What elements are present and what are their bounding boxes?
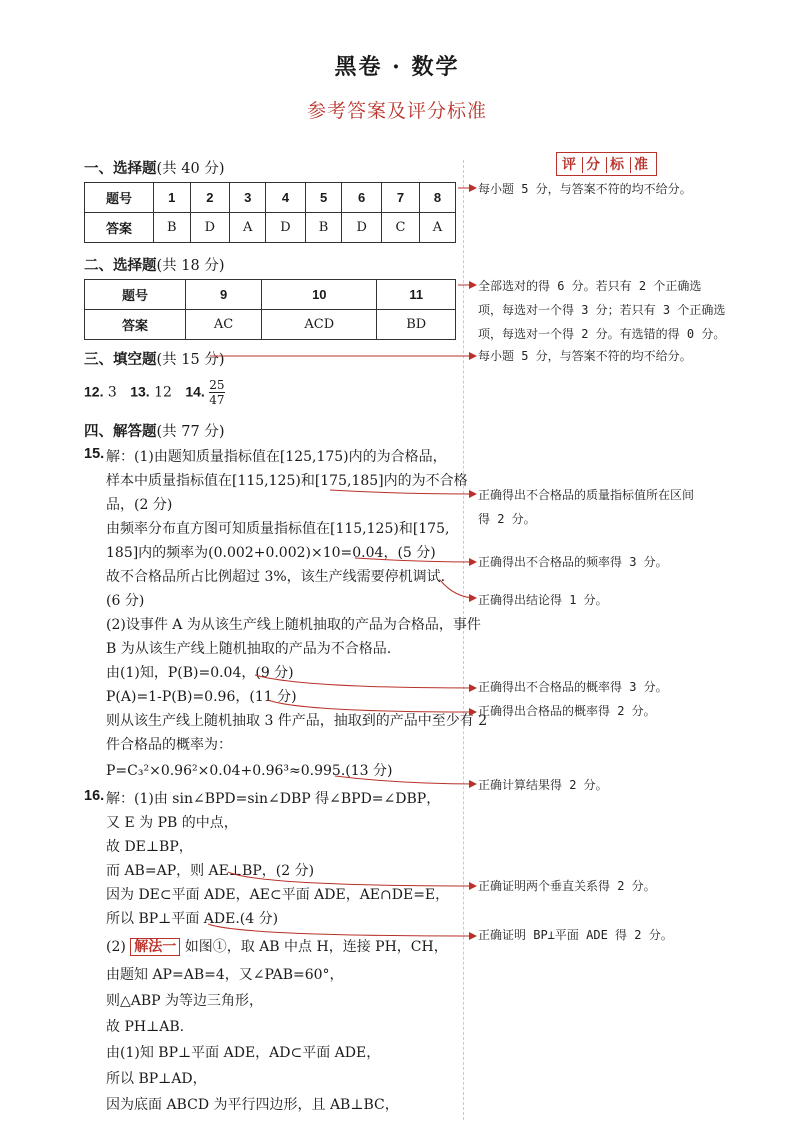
- arrow: [355, 558, 476, 562]
- answer-cell: D: [342, 213, 382, 243]
- answer-cell: B: [154, 213, 191, 243]
- arrow: [330, 490, 476, 494]
- q16-line: 则△ABP 为等边三角形，: [106, 993, 264, 1009]
- q15-line: 解：(1)由题知质量指标值在[125,175)内的为合格品，: [106, 449, 447, 465]
- part3-note: 每小题 5 分，与答案不符的均不给分。: [478, 349, 692, 363]
- q15-line: 品，(2 分): [106, 497, 173, 513]
- q15-line: 185]内的频率为(0.002+0.002)×10=0.04，(5 分): [106, 545, 436, 561]
- table-header-cell: 题号: [85, 183, 154, 213]
- page-subtitle: 参考答案及评分标准: [306, 100, 487, 122]
- q15-line: (6 分): [106, 593, 145, 609]
- q15-line: P(A)=1-P(B)=0.96，(11 分): [106, 689, 297, 705]
- part3-heading: 三、填空题(共 15 分): [84, 351, 225, 368]
- q16-line: 又 E 为 PB 的中点，: [106, 815, 238, 831]
- q15-line: 由频率分布直方图可知质量指标值在[115,125)和[175,: [106, 521, 450, 537]
- q15-note: 正确得出不合格品的频率得 3 分。: [478, 555, 668, 569]
- q16-line: 而 AB=AP，则 AE⊥BP，(2 分): [106, 863, 315, 879]
- arrow: [208, 924, 476, 936]
- arrow: [228, 872, 476, 886]
- part2-note-line: 项，每选对一个得 2 分。有选错的得 0 分。: [478, 327, 726, 341]
- table-header-cell: 答案: [85, 213, 154, 243]
- q15-note: 正确得出合格品的概率得 2 分。: [478, 704, 656, 718]
- q15-line: P=C₃²×0.96²×0.04+0.96³≈0.995.(13 分): [106, 763, 393, 779]
- q15-line: 样本中质量指标值在[115,125)和[175,185]内的为不合格: [106, 473, 468, 489]
- q16-part2-line: (2) 解法一 如图①，取 AB 中点 H，连接 PH，CH，: [106, 939, 448, 955]
- answer-cell: D: [190, 213, 230, 243]
- q16-line: 解：(1)由 sin∠BPD=sin∠DBP 得∠BPD=∠DBP，: [106, 791, 441, 807]
- q15-note: 正确计算结果得 2 分。: [478, 778, 608, 792]
- part1-heading: 一、选择题(共 40 分): [84, 160, 225, 177]
- q15-note: 正确得出不合格品的质量指标值所在区间: [478, 488, 695, 502]
- part4-heading: 四、解答题(共 77 分): [84, 423, 225, 440]
- q16-note: 正确证明两个垂直关系得 2 分。: [478, 879, 656, 893]
- q16-line: 由题知 AP=AB=4，又∠PAB=60°，: [106, 967, 344, 983]
- q15-note: 正确得出结论得 1 分。: [478, 593, 608, 607]
- fraction-answer: $\frac{25}{47}$: [209, 378, 225, 407]
- page-title: 黑卷 · 数学: [334, 54, 460, 80]
- answer-cell: ACD: [262, 310, 377, 340]
- q16-note: 正确证明 BP⊥平面 ADE 得 2 分。: [478, 928, 673, 942]
- arrow: [255, 675, 476, 688]
- q15-line: 故不合格品所占比例超过 3%，该生产线需要停机调试.: [106, 569, 446, 585]
- part2-heading: 二、选择题(共 18 分): [84, 257, 225, 274]
- part2-answer-table: 题号 9 10 11 答案 AC ACD BD: [84, 279, 456, 340]
- answer-cell: A: [419, 213, 455, 243]
- q15-note: 得 2 分。: [478, 512, 536, 526]
- answer-cell: AC: [186, 310, 262, 340]
- answer-cell: D: [266, 213, 306, 243]
- q15-line: (2)设事件 A 为从该生产线上随机抽取的产品为合格品，事件: [106, 617, 481, 633]
- answer-cell: A: [230, 213, 266, 243]
- part1-note: 每小题 5 分，与答案不符的均不给分。: [478, 182, 692, 196]
- q15-line: 则从该生产线上随机抽取 3 件产品，抽取到的产品中至少有 2: [106, 713, 488, 729]
- q15-line: B 为从该生产线上随机抽取的产品为不合格品.: [106, 641, 392, 657]
- arrow: [440, 580, 476, 598]
- q16-number: 16.: [84, 788, 105, 804]
- part1-answer-table: 题号 1 2 3 4 5 6 7 8 答案 B D A D B D C A: [84, 182, 456, 243]
- answer-cell: BD: [377, 310, 456, 340]
- q16-line: 因为 DE⊂平面 ADE，AE⊂平面 ADE，AE∩DE=E，: [106, 887, 450, 903]
- q15-number: 15.: [84, 446, 105, 462]
- q15-line: 件合格品的概率为：: [106, 737, 232, 753]
- grading-standard-badge: 评 分 标 准: [556, 152, 657, 176]
- q15-note: 正确得出不合格品的概率得 3 分。: [478, 680, 668, 694]
- q16-line: 所以 BP⊥平面 ADE.(4 分): [106, 911, 279, 927]
- arrow: [268, 700, 476, 712]
- answer-cell: C: [381, 213, 419, 243]
- part2-note-line: 全部选对的得 6 分。若只有 2 个正确选: [478, 279, 702, 293]
- q16-line: 所以 BP⊥AD，: [106, 1071, 207, 1087]
- method-label: 解法一: [130, 938, 180, 956]
- fill-in-answers: 12. 3 13. 12 14. $\frac{25}{47}$: [84, 378, 225, 407]
- q16-line: 故 PH⊥AB.: [106, 1019, 185, 1035]
- q15-line: 由(1)知，P(B)=0.04，(9 分): [106, 665, 294, 681]
- part2-note-line: 项，每选对一个得 3 分；若只有 3 个正确选: [478, 303, 726, 317]
- q16-line: 因为底面 ABCD 为平行四边形，且 AB⊥BC，: [106, 1097, 399, 1113]
- arrow: [335, 776, 476, 784]
- answer-cell: B: [305, 213, 342, 243]
- q16-line: 故 DE⊥BP，: [106, 839, 193, 855]
- q16-line: 由(1)知 BP⊥平面 ADE，AD⊂平面 ADE，: [106, 1045, 381, 1061]
